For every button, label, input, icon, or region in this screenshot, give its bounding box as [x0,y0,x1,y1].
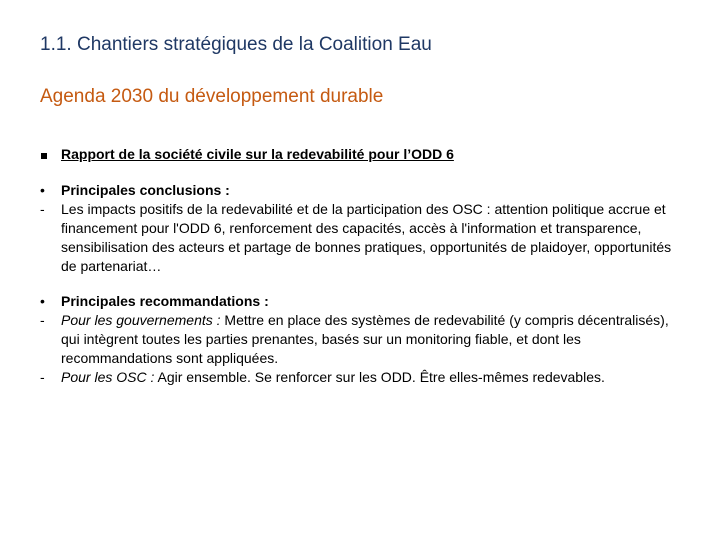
dash-marker: - [40,312,45,328]
recommendations-heading-row [40,292,690,311]
square-bullet-icon [40,145,61,164]
recommendation-text: Agir ensemble. Se renforcer sur les ODD. Être elles-mêmes redevables. [154,369,605,385]
section-heading: Rapport de la société civile sur la redevabilité pour l’ODD 6 [61,146,454,162]
slide-subtitle: Agenda 2030 du développement durable [40,86,384,107]
dash-marker: - [40,201,45,217]
dash-marker: - [40,369,45,385]
section-heading-row [40,145,690,164]
recommendation-target: Pour les gouvernements : [61,312,221,328]
conclusions-item [40,200,690,276]
slide-title: 1.1. Chantiers stratégiques de la Coalition Eau [40,34,432,55]
bullet-icon: • [40,293,45,309]
recommendation-target: Pour les OSC : [61,369,155,385]
slide-body [40,145,690,387]
recommendation-item [40,368,690,387]
conclusions-text: Les impacts positifs de la redevabilité et de la participation des OSC : attention politique accrue et financement pour l'ODD 6, renforcement des capacités, accès à l'information et transparence, sensibilisation des acteurs et partage de bonnes pratiques, opportunités de plaidoyer, opportunités de partenariat… [61,201,672,274]
recommendation-text: Mettre en place des systèmes de redevabilité (y compris décentralisés), qui intègrent toutes les parties prenantes, basés sur un monitoring fiable, et dont les recommandations sont appliquées. [61,312,669,366]
recommendation-item [40,311,690,368]
conclusions-heading-row [40,181,690,200]
recommendations-heading: Principales recommandations : [61,293,269,309]
conclusions-heading: Principales conclusions : [61,182,230,198]
bullet-icon: • [40,182,45,198]
